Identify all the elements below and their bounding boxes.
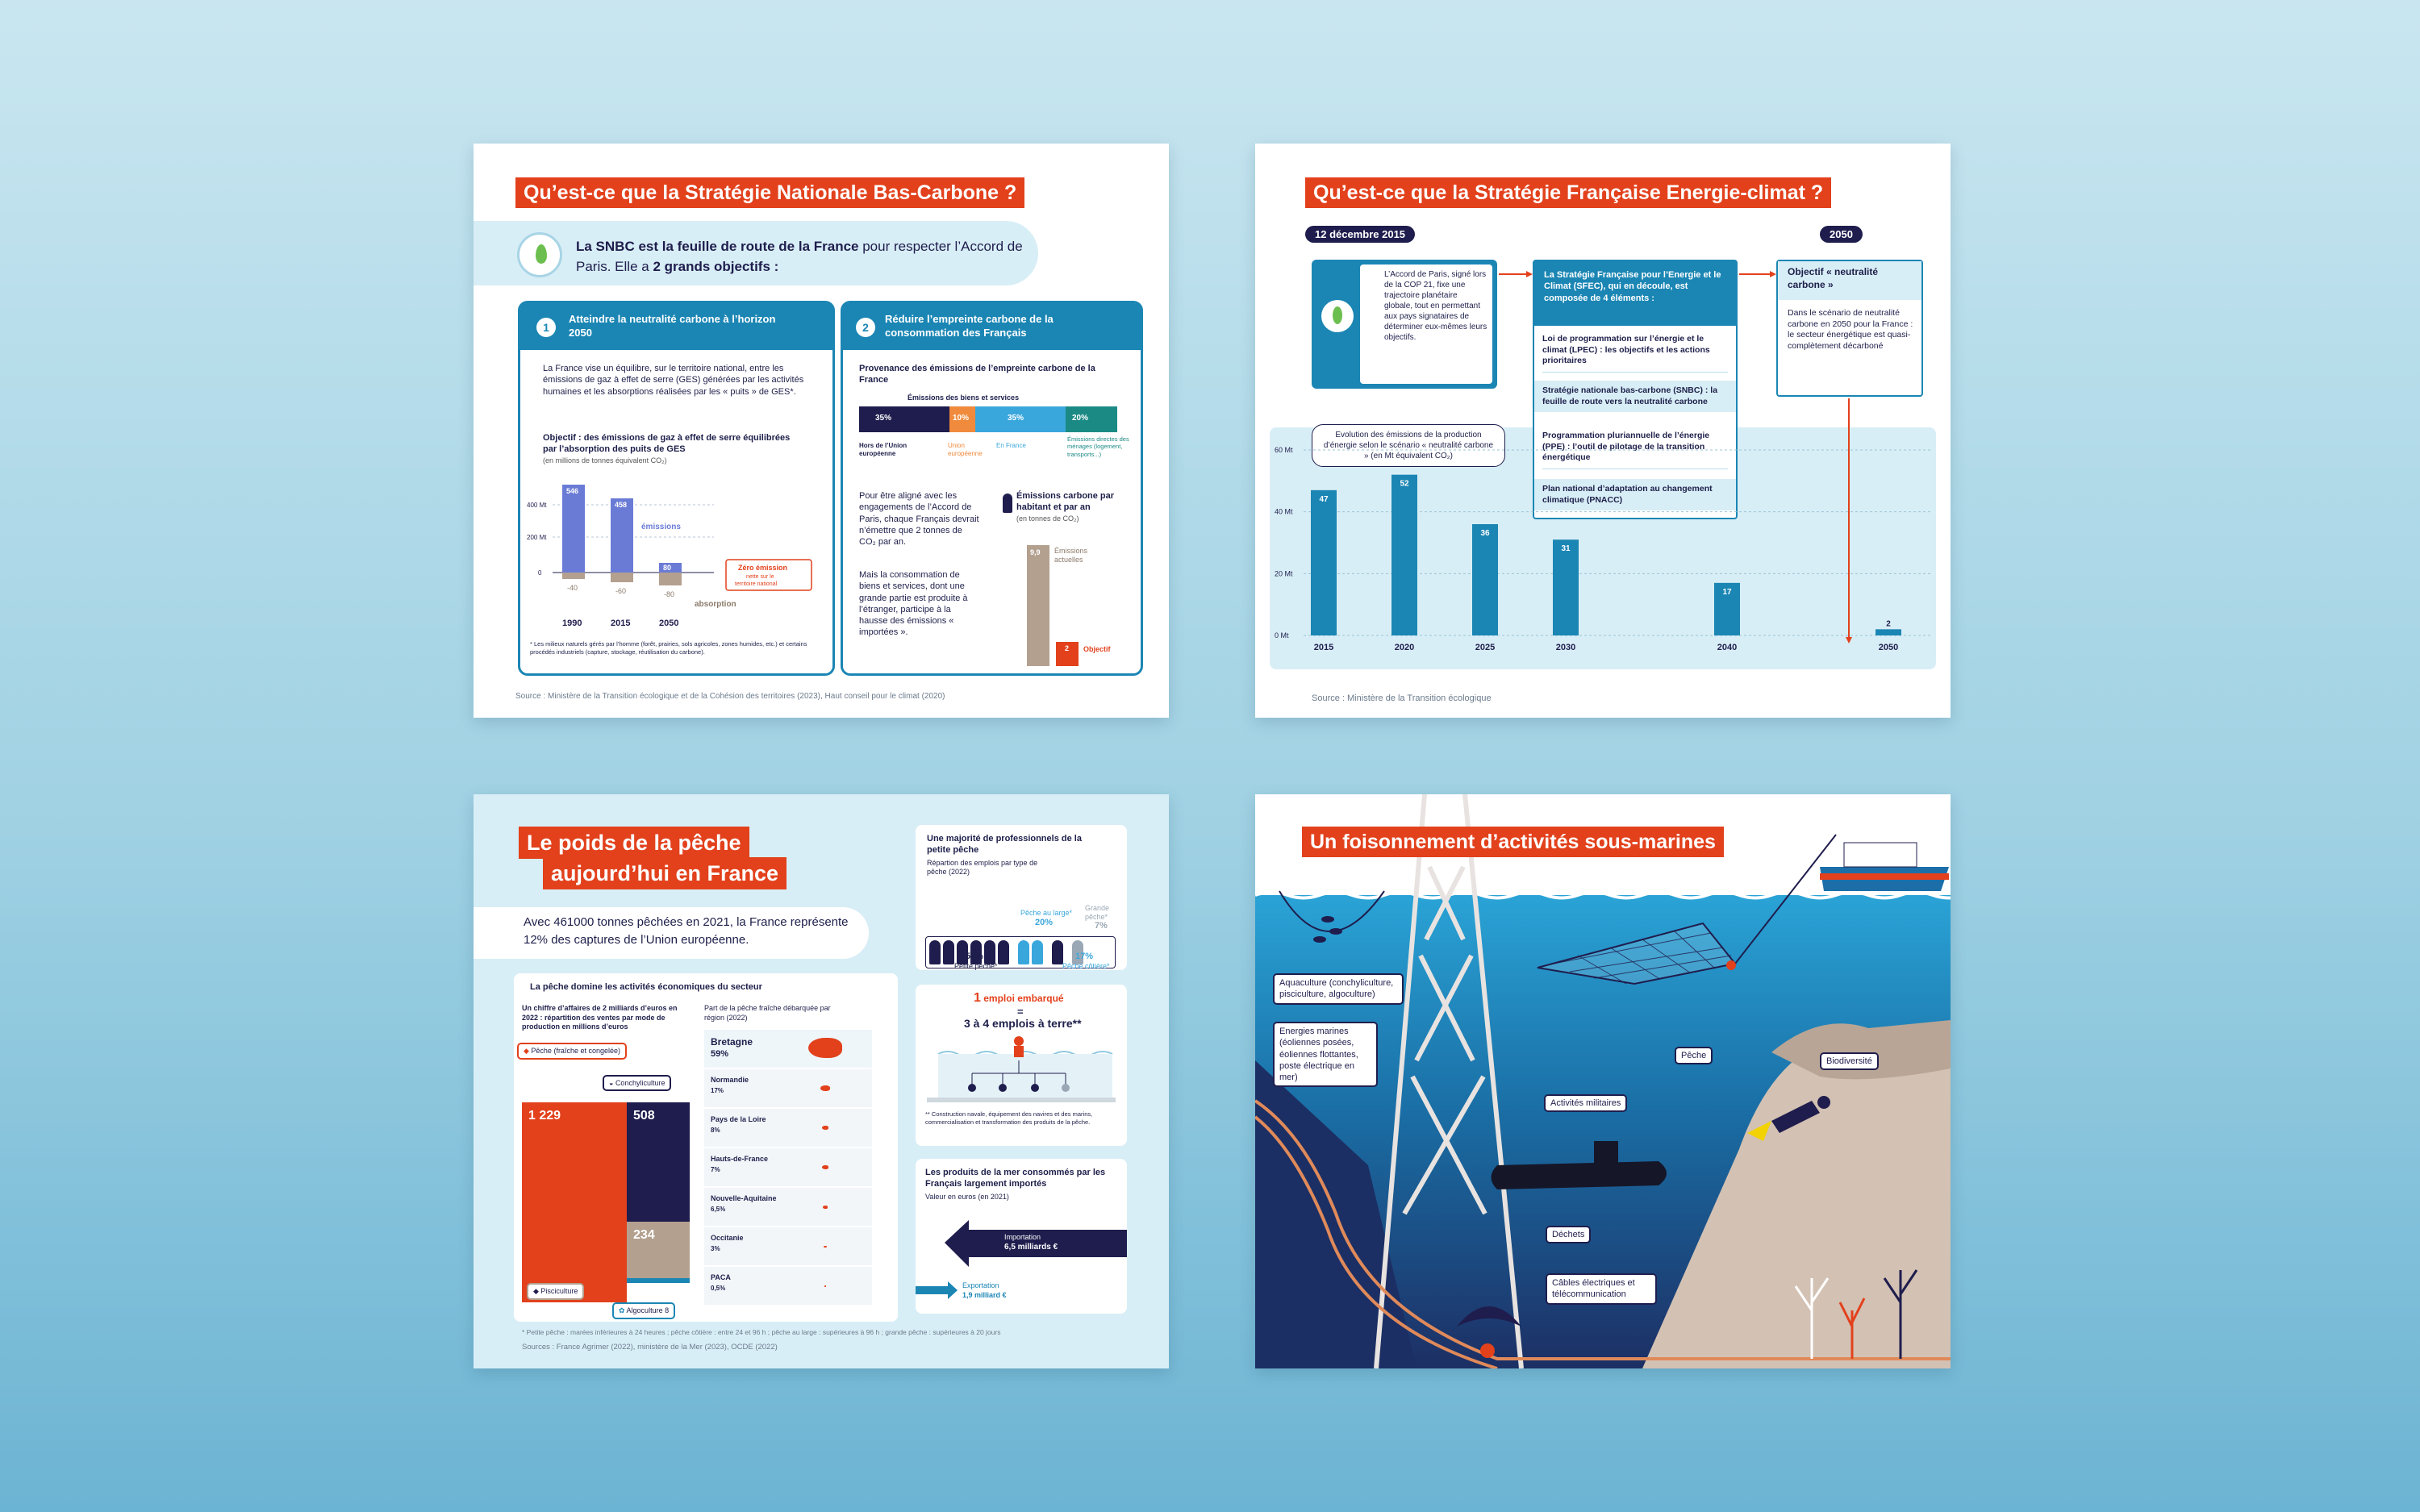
import-panel <box>916 1159 1127 1314</box>
x-tick-label: 2015 <box>1313 643 1334 652</box>
sector-panel <box>514 973 898 1322</box>
x-tick-label: 2030 <box>1555 643 1576 652</box>
sector-title: La pêche domine les activités économiques du secteur <box>530 982 762 992</box>
algo-block <box>627 1278 690 1283</box>
cotiere-pct: 17% <box>1075 952 1094 961</box>
segment-hors-ue: 35% <box>859 406 949 432</box>
region-pct: 0,5% <box>711 1285 726 1292</box>
emploi-note: ** Construction navale, équipement des navires et des marins, commercialisation et transformation des produits de la pêche. <box>925 1110 1093 1126</box>
objective-text: Dans le scénario de neutralité carbone en 2050 pour la France : le secteur énergétique est quasi-complètement décarboné <box>1788 308 1913 351</box>
step-number: 2 <box>856 318 875 337</box>
person-icon <box>1003 494 1012 513</box>
grande-pct: 7% <box>1095 921 1108 931</box>
label-dechets: Déchets <box>1546 1226 1591 1243</box>
petite-pct: 55% <box>966 952 984 961</box>
label-aquaculture: Aquaculture (conchyliculture, pisciculture, algoculture) <box>1273 973 1404 1005</box>
region-name: Nouvelle-Aquitaine <box>711 1194 777 1202</box>
source: Source : Ministère de la Transition écologique et de la Cohésion des territoires (2023), Haut conseil pour le climat (2020) <box>515 692 945 701</box>
region-rows <box>704 1030 872 1306</box>
bar-2015 <box>1311 490 1337 635</box>
objective-1-text: La France vise un équilibre, sur le territoire national, entre les émissions de gaz à effet de serre (GES) générées par les activités humaines et les absorptions réalisées par les « puits » de GES*. <box>543 364 804 397</box>
objective-label: Objectif <box>1083 645 1111 653</box>
actual-value: 9,9 <box>1030 548 1041 556</box>
large-label: Pêche au large* <box>1020 909 1073 917</box>
region-pct: 8% <box>711 1127 720 1134</box>
region-name: Occitanie <box>711 1234 744 1242</box>
svg-text:nette sur le: nette sur le <box>746 574 774 580</box>
pisci-label: ◆ Pisciculture <box>527 1283 584 1300</box>
objective-2-panel <box>841 301 1143 676</box>
import-value: 6,5 milliards € <box>1004 1243 1058 1252</box>
fish-icon <box>823 1206 828 1209</box>
pros-title: Une majorité de professionnels de la petite pêche <box>927 834 1082 856</box>
pros-sub: Répartion des emplois par type de pêche (2022) <box>927 859 1038 877</box>
emploi-count: 1 emploi embarqué <box>974 991 1064 1005</box>
export-value: 1,9 milliard € <box>962 1291 1007 1299</box>
pisci-block: 234 <box>627 1222 690 1278</box>
consumption-text: Mais la consommation de biens et services, dont une grande partie est produite à l’étranger, participe à la hausse des émissions « importées ». <box>859 570 968 638</box>
fish-icon <box>824 1246 827 1248</box>
region-title: Part de la pêche fraîche débarquée par région (2022) <box>704 1004 831 1022</box>
region-pct: 59% <box>711 1049 729 1059</box>
import-label: Importation <box>1004 1233 1041 1241</box>
step-number: 1 <box>536 318 556 337</box>
region-name: Bretagne <box>711 1036 753 1048</box>
y-tick-label: 40 Mt <box>1275 507 1293 516</box>
svg-text:-60: -60 <box>615 587 627 595</box>
footnote: * Les milieux naturels gérés par l’homme (forêt, prairies, sols agricoles, zones humides, etc.) et certains procédés industriels (capture, stockage, réutilisation du carbone). <box>530 640 807 656</box>
energy-bar-chart <box>1255 144 1951 718</box>
peche-block: 1 229 <box>522 1102 627 1302</box>
legend-menages: Émissions directes des ménages (logement, transports...) <box>1067 435 1129 458</box>
title-line-2: aujourd’hui en France <box>543 857 786 889</box>
export-label: Exportation <box>962 1281 999 1289</box>
svg-text:0: 0 <box>538 569 542 577</box>
card-sfec <box>1255 144 1951 718</box>
large-pct: 20% <box>1035 918 1054 927</box>
snbc-logo-icon <box>517 232 562 277</box>
segment-france: 35% <box>975 406 1066 432</box>
card-title: Qu’est-ce que la Stratégie Nationale Bas-Carbone ? <box>515 177 1024 208</box>
actual-bar <box>1027 545 1049 666</box>
label-energies: Energies marines (éoliennes posées, éoliennes flottantes, poste électrique en mer) <box>1273 1022 1378 1087</box>
x-tick-label: 2040 <box>1717 643 1738 652</box>
region-row <box>704 1267 872 1306</box>
element-pnacc: Plan national d’adaptation au changement climatique (PNACC) <box>1534 479 1736 510</box>
svg-text:2050: 2050 <box>659 619 679 628</box>
region-name: Hauts-de-France <box>711 1155 769 1163</box>
y-tick-label: 0 Mt <box>1275 631 1289 639</box>
region-pct: 17% <box>711 1087 724 1094</box>
import-title: Les produits de la mer consommés par les Français largement importés <box>925 1168 1106 1189</box>
objective-title: Objectif « neutralité carbone » <box>1778 261 1921 300</box>
bar-value-label: 52 <box>1400 479 1409 489</box>
region-pct: 6,5% <box>711 1206 726 1213</box>
footnote: * Petite pêche : marées inférieures à 24 heures ; pêche côtière : entre 24 et 96 h ; pêche au large : supérieures à 96 h ; grande pêche : supérieures à 20 jours <box>522 1328 1001 1336</box>
cotiere-label: Pêche côtière* <box>1062 962 1110 970</box>
bar-2050 <box>1876 629 1901 635</box>
bar-2030 <box>1553 539 1579 635</box>
svg-text:-40: -40 <box>567 584 578 592</box>
region-row <box>704 1109 872 1148</box>
svg-text:territoire national: territoire national <box>735 581 778 587</box>
sources: Sources : France Agrimer (2022), ministère de la Mer (2023), OCDE (2022) <box>522 1343 778 1352</box>
pros-panel <box>916 825 1127 970</box>
svg-text:458: 458 <box>615 501 628 509</box>
emploi-panel <box>916 985 1127 1146</box>
x-tick-label: 2050 <box>1878 643 1899 652</box>
ges-chart <box>520 303 837 678</box>
card-peche <box>474 794 1169 1368</box>
algo-label: ✿ Algoculture 8 <box>612 1302 675 1319</box>
fish-icon: ◆ <box>524 1047 532 1055</box>
svg-text:80: 80 <box>663 564 672 572</box>
title-line-1: Le poids de la pêche <box>519 827 749 859</box>
x-tick-label: 2025 <box>1475 643 1496 652</box>
bar-value-label: 47 <box>1319 494 1329 504</box>
emploi-terre: 3 à 4 emplois à terre** <box>964 1017 1082 1030</box>
svg-text:émissions: émissions <box>641 523 681 531</box>
legend-hors-ue: Hors de l’Union européenne <box>859 442 908 457</box>
year-pill: 2050 <box>1820 226 1863 243</box>
svg-text:absorption: absorption <box>695 600 736 609</box>
segment-ue: 10% <box>949 406 975 432</box>
aligned-text: Pour être aligné avec les engagements de l’Accord de Paris, chaque Français devrait n’émettre que 2 tonnes de CO₂ par an. <box>859 491 979 548</box>
paris-text: L’Accord de Paris, signé lors de la COP 21, fixe une trajectoire planétaire globale, tout en permettant aux pays signataires de déterminer eux-mêmes leurs objectifs. <box>1384 270 1487 342</box>
card-title: Un foisonnement d’activités sous-marines <box>1302 827 1724 857</box>
fish-icon <box>822 1165 828 1169</box>
fish-icon <box>824 1285 826 1286</box>
bar-value-label: 17 <box>1722 587 1732 597</box>
ca-title: Un chiffre d’affaires de 2 milliards d’euros en 2022 : répartition des ventes par mode de production en millions d’euros <box>522 1004 678 1031</box>
fish-icon <box>820 1085 830 1091</box>
label-cables: Câbles électriques et télécommunication <box>1546 1273 1657 1305</box>
svg-text:546: 546 <box>566 487 579 495</box>
bar-2025 <box>1472 524 1498 635</box>
region-name: Normandie <box>711 1076 749 1084</box>
label-militaire: Activités militaires <box>1544 1094 1627 1112</box>
intro-text: La SNBC est la feuille de route de la France pour respecter l’Accord de Paris. Elle a 2 grands objectifs : <box>576 239 1023 274</box>
svg-text:2015: 2015 <box>611 619 631 628</box>
card-snbc <box>474 144 1169 718</box>
region-pct: 3% <box>711 1245 720 1252</box>
fish-icon <box>808 1038 842 1058</box>
y-tick-label: 20 Mt <box>1275 569 1293 578</box>
peche-label: ◆ Pêche (fraîche et congelée) <box>517 1043 627 1060</box>
shell-icon: ◒ <box>609 1079 615 1087</box>
chart-title: Objectif : des émissions de gaz à effet de serre équilibrées par l’absorption des puits de GES <box>543 433 791 455</box>
bar-value-label: 2 <box>1886 619 1891 629</box>
region-row <box>704 1148 872 1188</box>
svg-text:400 Mt: 400 Mt <box>527 502 547 509</box>
bracket-label: Émissions des biens et services <box>908 394 1020 402</box>
bar-value-label: 31 <box>1561 544 1571 554</box>
actual-label: Émissions actuelles <box>1054 547 1088 564</box>
bar-2020 <box>1392 475 1417 635</box>
region-pct: 7% <box>711 1166 720 1173</box>
region-row <box>704 1188 872 1227</box>
card-sous-marines <box>1255 794 1951 1368</box>
provenance-title: Provenance des émissions de l’empreinte carbone de la France <box>859 364 1095 385</box>
svg-text:1990: 1990 <box>562 619 582 628</box>
fish-icon <box>822 1126 828 1130</box>
fish-icon: ◆ <box>533 1287 541 1295</box>
ept-unit: (en tonnes de CO₂) <box>1016 514 1079 523</box>
segment-menages: 20% <box>1066 406 1117 432</box>
source: Source : Ministère de la Transition écologique <box>1312 694 1492 703</box>
conchy-block: 508 <box>627 1102 690 1222</box>
x-tick-label: 2020 <box>1394 643 1415 652</box>
objective-value: 2 <box>1065 644 1070 652</box>
chart-unit: (en millions de tonnes équivalent CO₂) <box>543 456 667 464</box>
element-lpec: Loi de programmation sur l’énergie et le climat (LPEC) : les objectifs et les actions prioritaires <box>1542 334 1728 373</box>
emploi-equals: = <box>1017 1006 1024 1018</box>
svg-text:-80: -80 <box>664 590 675 598</box>
legend-ue: Union européenne <box>948 442 983 457</box>
region-row <box>704 1227 872 1267</box>
sfec-title: La Stratégie Française pour l’Energie et le Climat (SFEC), qui en découle, est composée de 4 éléments : <box>1534 261 1736 326</box>
petite-label: Petite pêche* <box>954 962 998 970</box>
objective-1-panel <box>518 301 835 676</box>
import-sub: Valeur en euros (en 2021) <box>925 1193 1009 1201</box>
intro-text: Avec 461000 tonnes pêchées en 2021, la France représente 12% des captures de l’Union européenne. <box>524 915 849 947</box>
objective-2-title: Réduire l’empreinte carbone de la consommation des Français <box>885 313 1054 339</box>
date-pill: 12 décembre 2015 <box>1305 226 1415 243</box>
conchy-label: ◒ Conchyliculture <box>603 1075 671 1091</box>
element-ppe: Programmation pluriannuelle de l’énergie (PPE) : l’outil de pilotage de la transition énergétique <box>1542 431 1728 469</box>
label-biodiversite: Biodiversité <box>1820 1052 1879 1070</box>
card-title: Qu’est-ce que la Stratégie Française Energie-climat ? <box>1305 177 1831 208</box>
algae-icon: ✿ <box>619 1306 627 1314</box>
bar-value-label: 36 <box>1480 529 1490 538</box>
ept-title: Émissions carbone par habitant et par an <box>1016 491 1115 513</box>
label-peche: Pêche <box>1675 1047 1713 1064</box>
element-snbc: Stratégie nationale bas-carbone (SNBC) : la feuille de route vers la neutralité carbone <box>1534 381 1736 412</box>
legend-france: En France <box>996 442 1026 449</box>
provenance-bar <box>859 406 1117 432</box>
region-list <box>704 1030 872 1306</box>
region-row <box>704 1030 872 1069</box>
chart-caption: Evolution des émissions de la production d’énergie selon le scénario « neutralité carbone » (en Mt équivalent CO₂) <box>1312 424 1505 467</box>
objective-1-title: Atteindre la neutralité carbone à l’horizon 2050 <box>569 313 776 339</box>
region-row <box>704 1069 872 1109</box>
svg-text:200 Mt: 200 Mt <box>527 534 547 541</box>
y-tick-label: 60 Mt <box>1275 446 1293 454</box>
svg-text:Zéro émission: Zéro émission <box>738 564 788 572</box>
grande-label: Grande pêche* <box>1085 904 1110 922</box>
region-name: PACA <box>711 1273 731 1281</box>
region-name: Pays de la Loire <box>711 1115 766 1123</box>
